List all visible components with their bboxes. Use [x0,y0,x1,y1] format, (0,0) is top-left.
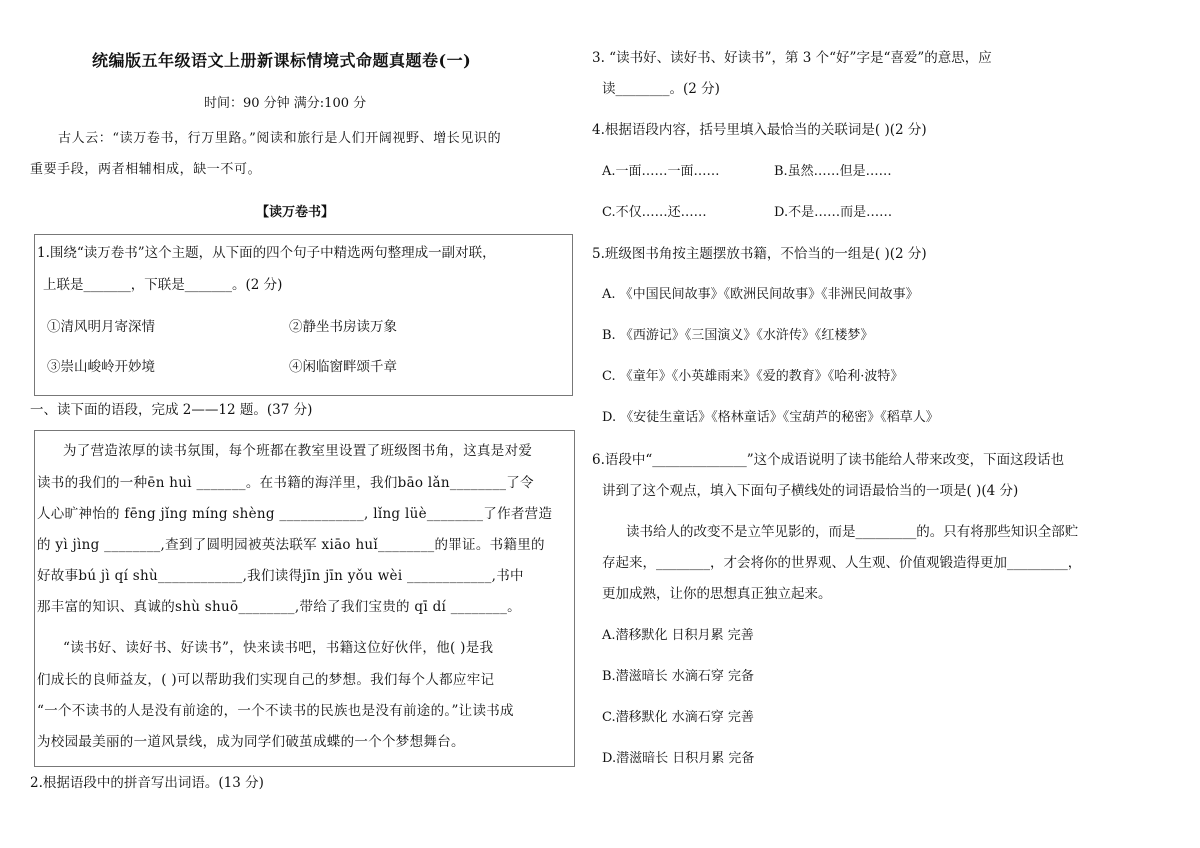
passage-line: “读书好、读好书、好读书”，快来读书吧，书籍这位好伙伴，他( )是我 [63,640,494,656]
q6-para-3: 更加成熟，让你的思想真正独立起来。 [602,586,832,602]
q6-option-b: B.潜滋暗长 水滴石穿 完备 [602,669,754,684]
q6-line-1: 6.语段中“______________”这个成语说明了读书能给人带来改变，下面这段话也 [592,452,1065,468]
passage-line: 好故事bú jì qí shù____________,我们读得jīn jīn yǒu wèi ____________,书中 [37,568,524,584]
q6-para-1: 读书给人的改变不是立竿见影的，而是_________的。只有将那些知识全部贮 [626,524,1079,540]
intro-line-2: 重要手段，两者相辅相成，缺一不可。 [30,162,262,177]
q6-line-2: 讲到了这个观点，填入下面句子横线处的词语最恰当的一项是( )(4 分) [602,483,1019,499]
passage-line: 的 yì jìng ________,查到了圆明园被英法联军 xiāo huǐ________的罪证。书籍里的 [37,537,545,553]
q1-option-1: ①清风明月寄深情 [47,319,155,335]
q1-box [34,234,573,396]
q1-option-4: ④闲临窗畔颂千章 [289,359,397,375]
q4-option-d: D.不是……而是…… [774,205,893,220]
q6-option-c: C.潜移默化 水滴石穿 完善 [602,710,754,725]
passage-line: 那丰富的知识、真诚的shù shuō________,带给了我们宝贵的 qī dí ________。 [37,599,521,615]
passage-line: 们成长的良师益友，( )可以帮助我们实现自己的梦想。我们每个人都应牢记 [37,672,495,688]
q5-stem: 5.班级图书角按主题摆放书籍，不恰当的一组是( )(2 分) [592,246,927,262]
passage-box [34,430,575,767]
q5-option-c: C. 《童年》《小英雄雨来》《爱的教育》《哈利·波特》 [602,369,904,384]
page-title: 统编版五年级语文上册新课标情境式命题真题卷(一) [92,51,472,70]
q1-option-3: ③崇山峻岭开妙境 [47,359,155,375]
q6-para-2: 存起来，________，才会将你的世界观、人生观、价值观锻造得更加_________， [602,555,1082,571]
q1-option-2: ②静坐书房读万象 [289,319,397,335]
section-heading: 【读万卷书】 [256,205,335,220]
q4-option-b: B.虽然……但是…… [774,164,892,179]
time-info: 时间：90 分钟 满分:100 分 [204,96,367,111]
passage-line: 为校园最美丽的一道风景线，成为同学们破茧成蝶的一个个梦想舞台。 [37,734,465,750]
passage-line: “一个不读书的人是没有前途的，一个不读书的民族也是没有前途的。”让读书成 [37,703,514,719]
q3-line-2: 读________。(2 分) [602,81,720,97]
q1-line-1: 1.围绕“读万卷书”这个主题，从下面的四个句子中精选两句整理成一副对联， [37,245,496,261]
q5-option-d: D. 《安徒生童话》《格林童话》《宝葫芦的秘密》《稻草人》 [602,410,939,425]
q6-option-d: D.潜滋暗长 日积月累 完备 [602,751,755,766]
q3-line-1: 3. “读书好、读好书、好读书”，第 3 个“好”字是“喜爱”的意思，应 [592,50,992,66]
passage-line: 为了营造浓厚的读书氛围，每个班都在教室里设置了班级图书角，这真是对爱 [63,443,533,459]
q1-line-2: 上联是_______，下联是_______。(2 分) [43,277,283,293]
q5-option-a: A. 《中国民间故事》《欧洲民间故事》《非洲民间故事》 [602,287,919,302]
passage-line: 人心旷神怡的 fēng jǐng míng shèng ____________, lǐng lüè________了作者营造 [37,506,553,522]
q2-stem: 2.根据语段中的拼音写出词语。(13 分) [30,775,264,791]
q5-option-b: B. 《西游记》《三国演义》《水浒传》《红楼梦》 [602,328,874,343]
intro-line-1: 古人云：“读万卷书，行万里路。”阅读和旅行是人们开阔视野、增长见识的 [58,131,502,146]
q6-option-a: A.潜移默化 日积月累 完善 [602,628,754,643]
q4-stem: 4.根据语段内容，括号里填入最恰当的关联词是( )(2 分) [592,122,927,138]
q4-option-a: A.一面……一面…… [602,164,720,179]
passage-line: 读书的我们的一种ēn huì _______。在书籍的海洋里，我们bāo lǎn________了令 [37,475,534,491]
part1-heading: 一、读下面的语段，完成 2——12 题。(37 分) [30,402,313,418]
q4-option-c: C.不仅……还…… [602,205,707,220]
